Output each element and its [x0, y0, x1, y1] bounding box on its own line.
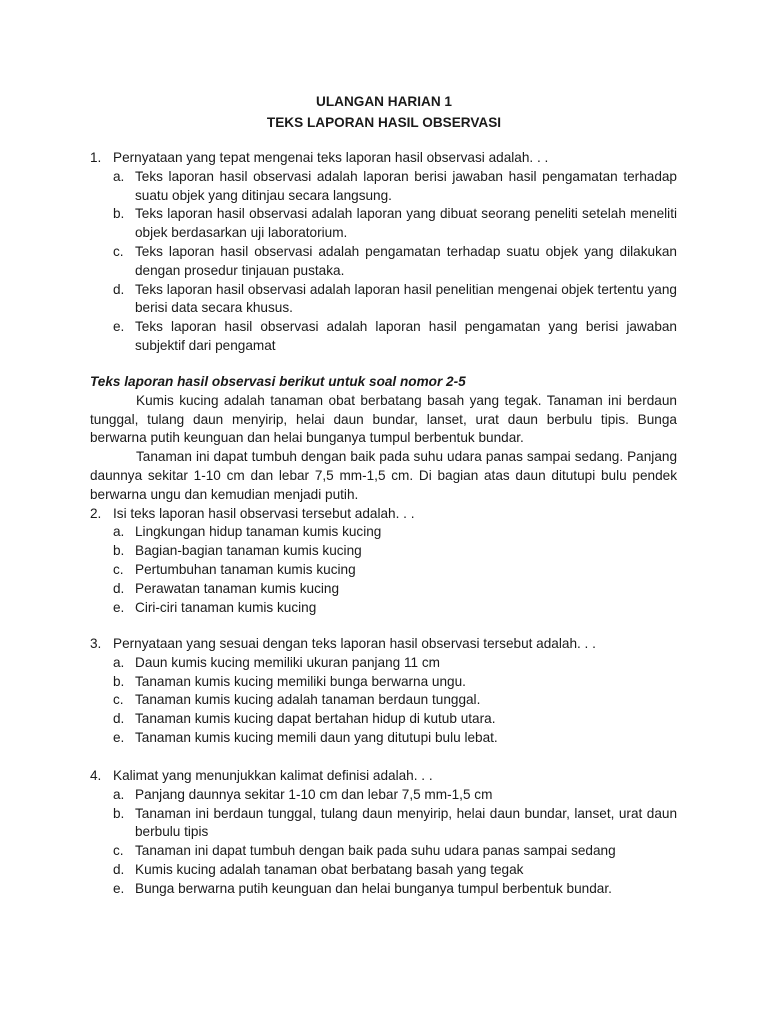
question-number: 4. [90, 768, 102, 783]
option-text: Tanaman kumis kucing memiliki bunga berwarna ungu. [135, 673, 466, 689]
passage [90, 373, 677, 617]
option-letter: b. [113, 206, 125, 222]
question-3 [90, 635, 677, 748]
page-subtitle: TEKS LAPORAN HASIL OBSERVASI [266, 115, 502, 130]
option-text: Ciri-ciri tanaman kumis kucing [135, 599, 317, 615]
option-letter: e. [113, 729, 125, 745]
option-text: Tanaman kumis kucing memili daun yang ditutupi bulu lebat. [135, 729, 498, 745]
option-letter: a. [113, 654, 125, 670]
option-list [90, 654, 677, 748]
option-item [113, 281, 677, 319]
option-item [113, 673, 677, 692]
question-stem: Pernyataan yang tepat mengenai teks laporan hasil observasi adalah. . . [113, 150, 549, 165]
option-item [113, 861, 677, 880]
option-letter: d. [113, 580, 125, 596]
option-text: Bagian-bagian tanaman kumis kucing [135, 543, 362, 559]
option-text: Tanaman kumis kucing adalah tanaman berdaun tunggal. [135, 692, 481, 708]
option-text: Teks laporan hasil observasi adalah laporan berisi jawaban hasil pengamatan terhadap suatu objek yang ditinjau secara langsung. [135, 168, 677, 203]
question-stem: Kalimat yang menunjukkan kalimat definisi adalah. . . [113, 768, 433, 783]
option-text: Teks laporan hasil observasi adalah laporan hasil penelitian mengenai objek tertentu yang berisi data secara khusus. [135, 281, 677, 316]
option-text: Tanaman ini dapat tumbuh dengan baik pada suhu udara panas sampai sedang [135, 843, 616, 859]
option-item [113, 786, 677, 805]
option-text: Panjang daunnya sekitar 1-10 cm dan lebar 7,5 mm-1,5 cm [135, 786, 493, 802]
option-item [113, 561, 677, 580]
option-text: Bunga berwarna putih keunguan dan helai bunganya tumpul berbentuk bundar. [135, 880, 612, 896]
option-item [113, 710, 677, 729]
option-letter: b. [113, 673, 125, 689]
question-stem: Isi teks laporan hasil observasi tersebut adalah. . . [113, 505, 415, 521]
option-item [113, 523, 677, 542]
question-2 [90, 505, 677, 524]
question-4 [90, 767, 677, 899]
question-stem: Pernyataan yang sesuai dengan teks laporan hasil observasi tersebut adalah. . . [113, 636, 596, 651]
question-number: 2. [90, 505, 102, 521]
question-1 [90, 149, 677, 356]
option-text: Pertumbuhan tanaman kumis kucing [135, 561, 356, 577]
option-letter: c. [113, 692, 124, 708]
option-item [113, 205, 677, 243]
passage-paragraph: Tanaman ini dapat tumbuh dengan baik pada suhu udara panas sampai sedang. Panjang daunnya sekitar 1-10 cm dan lebar 7,5 mm-1,5 cm. Di bagian atas daun ditutupi bulu pendek berwarna ungu dan kemudian menjadi putih. [90, 449, 677, 502]
option-item [113, 805, 677, 843]
option-letter: c. [113, 843, 124, 859]
option-item [113, 318, 677, 356]
option-list [90, 786, 677, 899]
option-list [90, 168, 677, 356]
option-letter: a. [113, 168, 125, 184]
option-letter: b. [113, 543, 125, 559]
option-text: Teks laporan hasil observasi adalah laporan hasil pengamatan yang berisi jawaban subjektif dari pengamat [135, 319, 677, 353]
option-text: Teks laporan hasil observasi adalah laporan yang dibuat seorang peneliti setelah meneliti objek berdasarkan uji laboratorium. [135, 206, 677, 241]
option-text: Teks laporan hasil observasi adalah pengamatan terhadap suatu objek yang dilakukan dengan prosedur tinjauan pustaka. [135, 243, 677, 278]
option-letter: b. [113, 805, 125, 821]
question-number: 3. [90, 636, 102, 651]
option-text: Daun kumis kucing memiliki ukuran panjang 11 cm [135, 654, 440, 670]
option-letter: d. [113, 861, 125, 877]
title-block [0, 92, 768, 132]
passage-heading: Teks laporan hasil observasi berikut untuk soal nomor 2-5 [90, 374, 466, 389]
option-item [113, 580, 677, 599]
option-text: Kumis kucing adalah tanaman obat berbatang basah yang tegak [135, 861, 524, 877]
option-item [113, 654, 677, 673]
option-item [113, 243, 677, 281]
option-item [113, 842, 677, 861]
option-letter: e. [113, 319, 125, 335]
option-list [90, 523, 677, 617]
option-item [113, 542, 677, 561]
option-text: Tanaman kumis kucing dapat bertahan hidup di kutub utara. [135, 711, 496, 727]
option-item [113, 691, 677, 710]
option-item [113, 168, 677, 206]
option-item [113, 599, 677, 618]
passage-paragraph: Kumis kucing adalah tanaman obat berbatang basah yang tegak. Tanaman ini berdaun tunggal, tulang daun menyirip, helai daun bundar, lanset, urat daun berbulu tipis. Bunga berwarna putih keunguan dan helai bunganya tumpul berbentuk bundar. [90, 392, 677, 446]
option-letter: c. [113, 561, 124, 577]
option-letter: e. [113, 599, 125, 615]
option-letter: a. [113, 524, 125, 540]
option-letter: e. [113, 880, 125, 896]
option-item [113, 729, 677, 748]
option-text: Tanaman ini berdaun tunggal, tulang daun menyirip, helai daun bundar, lanset, urat daun berbulu tipis [135, 805, 677, 840]
option-letter: d. [113, 711, 125, 727]
option-item [113, 880, 677, 899]
option-text: Lingkungan hidup tanaman kumis kucing [135, 524, 382, 540]
page-title: ULANGAN HARIAN 1 [316, 94, 452, 109]
option-text: Perawatan tanaman kumis kucing [135, 580, 340, 596]
question-number: 1. [90, 150, 102, 165]
option-letter: c. [113, 243, 124, 259]
option-letter: d. [113, 281, 125, 297]
option-letter: a. [113, 786, 125, 802]
